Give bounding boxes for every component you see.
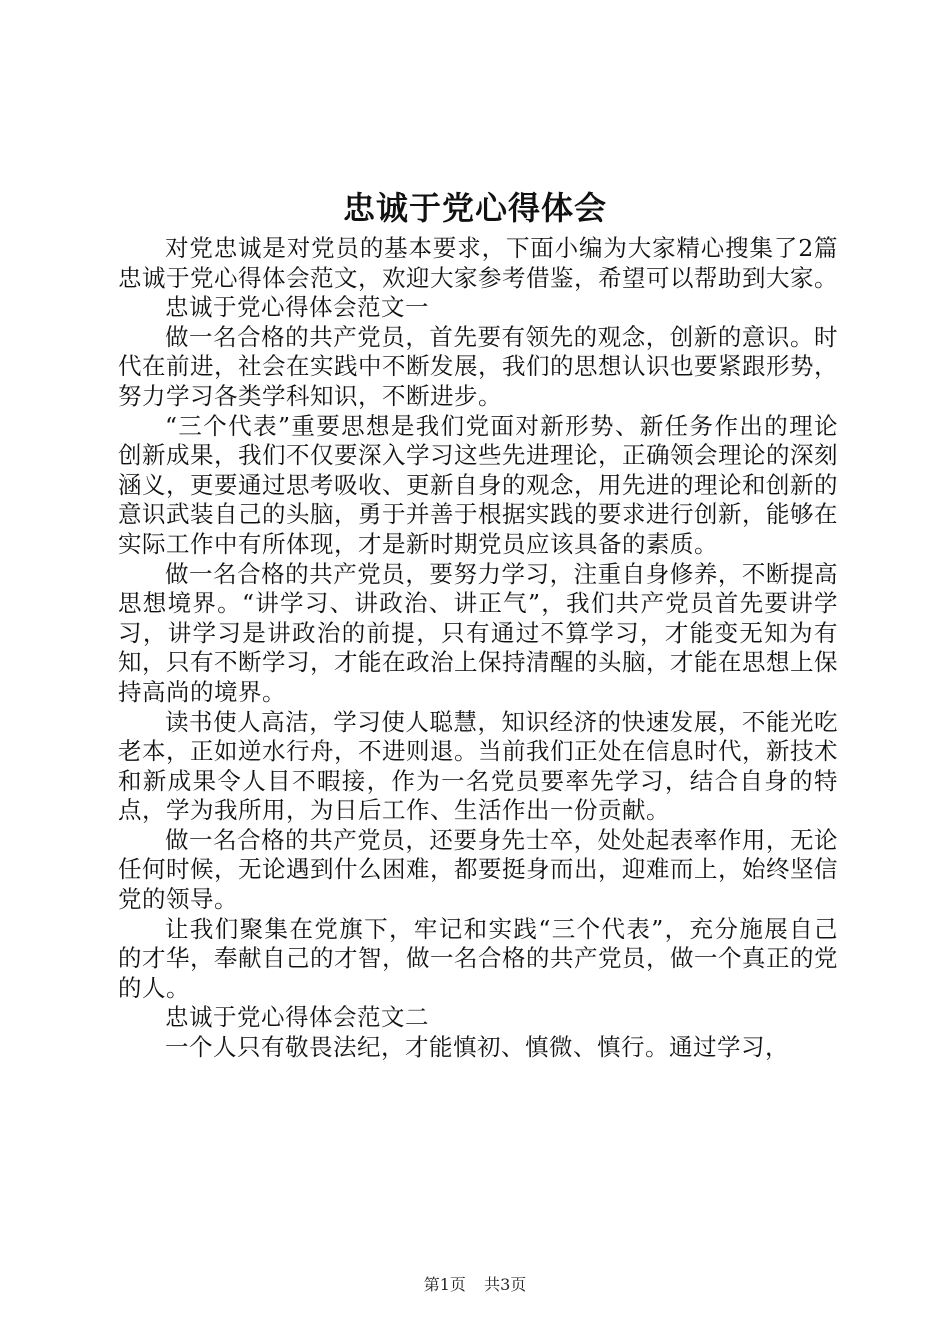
body-paragraph: 一个人只有敬畏法纪，才能慎初、慎微、慎行。通过学习， <box>165 1033 789 1062</box>
total-pages: 共3页 <box>484 1275 527 1294</box>
section-heading-one: 忠诚于党心得体会范文一 <box>165 293 429 322</box>
section-heading-two: 忠诚于党心得体会范文二 <box>165 1003 429 1032</box>
body-paragraph: 做一名合格的共产党员，首先要有领先的观念，创新的意识。时代在前进，社会在实践中不断发展，我们的思想认识也要紧跟形势，努力学习各类学科知识，不断进步。 <box>118 322 838 410</box>
page-footer <box>0 1274 950 1296</box>
document-body <box>118 234 838 1063</box>
body-paragraph: “三个代表”重要思想是我们党面对新形势、新任务作出的理论创新成果，我们不仅要深入学习这些先进理论，正确领会理论的深刻涵义，更要通过思考吸收、更新自身的观念，用先进的理论和创新的意识武装自己的头脑，勇于并善于根据实践的要求进行创新，能够在实际工作中有所体现，才是新时期党员应该具备的素质。 <box>118 411 838 558</box>
body-paragraph: 读书使人高洁，学习使人聪慧，知识经济的快速发展，不能光吃老本，正如逆水行舟，不进则退。当前我们正处在信息时代，新技术和新成果令人目不暇接，作为一名党员要率先学习，结合自身的特点，学为我所用，为日后工作、生活作出一份贡献。 <box>118 707 838 825</box>
page-number: 第1页 <box>423 1275 466 1294</box>
intro-paragraph: 对党忠诚是对党员的基本要求，下面小编为大家精心搜集了2篇忠诚于党心得体会范文，欢迎大家参考借鉴，希望可以帮助到大家。 <box>118 234 838 292</box>
body-paragraph: 做一名合格的共产党员，要努力学习，注重自身修养，不断提高思想境界。“讲学习、讲政治、讲正气”，我们共产党员首先要讲学习，讲学习是讲政治的前提，只有通过不算学习，才能变无知为有知，只有不断学习，才能在政治上保持清醒的头脑，才能在思想上保持高尚的境界。 <box>118 559 838 706</box>
document-title: 忠诚于党心得体会 <box>342 189 607 227</box>
body-paragraph: 让我们聚集在党旗下，牢记和实践“三个代表”，充分施展自己的才华，奉献自己的才智，做一名合格的共产党员，做一个真正的党的人。 <box>118 914 838 1002</box>
body-paragraph: 做一名合格的共产党员，还要身先士卒，处处起表率作用，无论任何时候，无论遇到什么困难，都要挺身而出，迎难而上，始终坚信党的领导。 <box>118 825 838 914</box>
